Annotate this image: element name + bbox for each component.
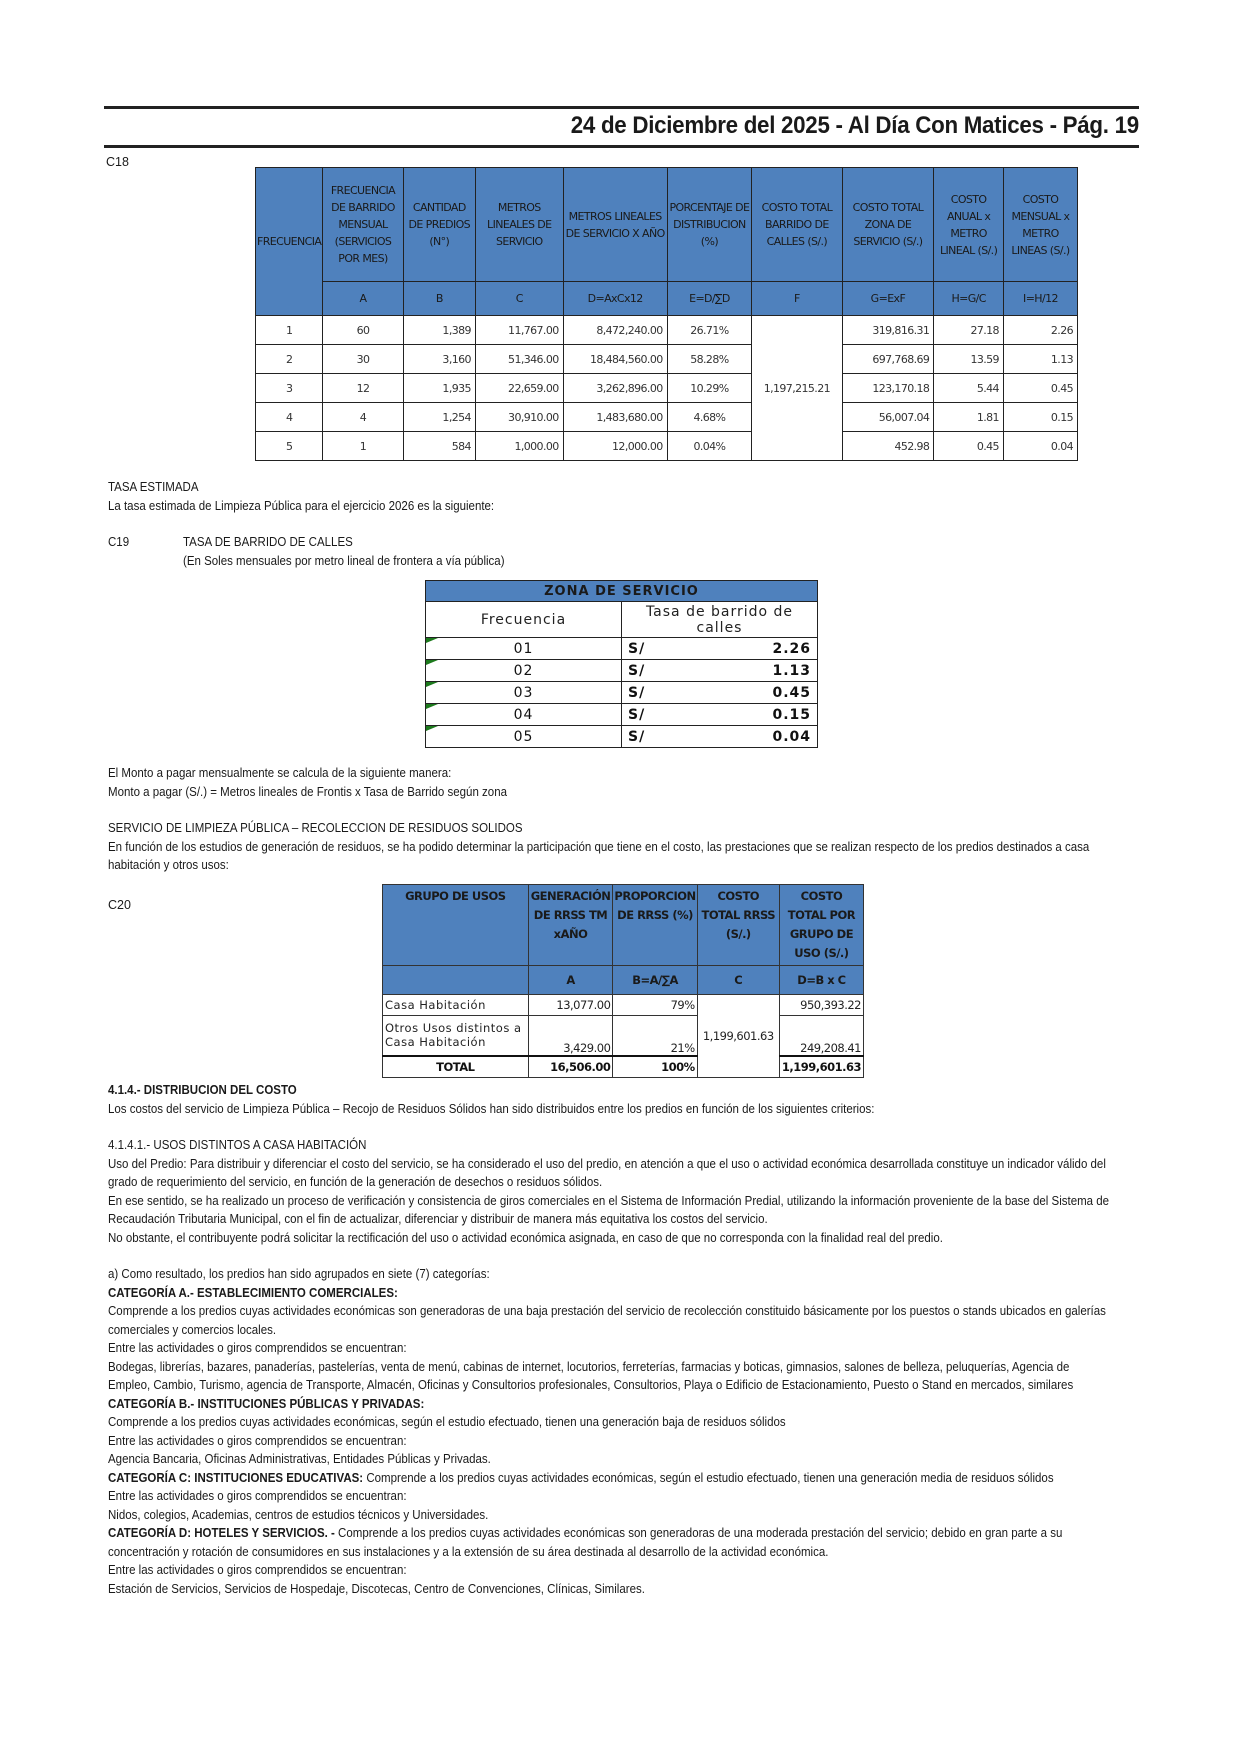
categoria-c-paragraph	[108, 1469, 1111, 1488]
categoria-c-desc: Comprende a los predios cuyas actividades económicas, según el estudio efectuado, tienen una generación media de residuos sólidos	[363, 1470, 1054, 1485]
cell-costo-mensual: 0.45	[1003, 374, 1077, 403]
c18-header-costo-zona: COSTO TOTAL ZONA DE SERVICIO (S/.)	[842, 168, 934, 282]
c18-header-frec-barrido: FRECUENCIA DE BARRIDO MENSUAL (SERVICIOS POR MES)	[323, 168, 403, 282]
cell-predios: 584	[403, 432, 475, 461]
recoleccion-title: SERVICIO DE LIMPIEZA PÚBLICA – RECOLECCION DE RESIDUOS SOLIDOS	[108, 821, 523, 835]
cell-predios: 1,935	[403, 374, 475, 403]
cell-metros: 30,910.00	[475, 403, 563, 432]
table-row	[383, 995, 864, 1016]
c20-usage-table	[382, 884, 864, 1078]
categoria-d-paragraph	[108, 1524, 1111, 1561]
categoria-c-list: Nidos, colegios, Academias, centros de estudios técnicos y Universidades.	[108, 1507, 489, 1522]
categoria-b-entre: Entre las actividades o giros comprendidos se encuentran:	[108, 1433, 407, 1448]
tasa-section	[108, 478, 1111, 515]
cell-total-label: TOTAL	[383, 1056, 529, 1078]
header-rule-bottom	[104, 145, 1139, 148]
table-row	[426, 660, 818, 682]
categoria-d-desc: Comprende a los predios cuyas actividades económicas son generadoras de una moderada prestación del servicio; debido en gran parte a su concentración y rotación de consumidores en sus instalaciones y a la extensión de su área destinada al desarrollo de la actividad económica.	[108, 1526, 1063, 1559]
cell-metros: 11,767.00	[475, 316, 563, 345]
c18-header-cantidad: CANTIDAD DE PREDIOS (N°)	[403, 168, 475, 282]
categoria-a-list: Bodegas, librerías, bazares, panaderías, pastelerías, venta de menú, cabinas de internet, locutorios, ferreterías, farmacias y boticas, gimnasios, salones de belleza, peluquerías, Agencia de Empleo, Cambio, Turismo, agencia de Transporte, Almacén, Oficinas y Consultorios profesionales, Consultorios, Playa o Edificio de Estacionamiento, Puesto o Stand en mercados, similares	[108, 1359, 1074, 1392]
c20-formula-empty	[383, 966, 529, 995]
c19-header-frecuencia: Frecuencia	[426, 602, 622, 638]
usos-heading: 4.1.4.1.- USOS DISTINTOS A CASA HABITACIÓN	[108, 1138, 367, 1152]
c18-header-metros-anio: METROS LINEALES DE SERVICIO X AÑO	[563, 168, 667, 282]
cell-total-generacion: 16,506.00	[528, 1056, 613, 1078]
categoria-a-title: CATEGORÍA A.- ESTABLECIMIENTO COMERCIALES:	[108, 1285, 398, 1300]
cell-frecuencia: 3	[256, 374, 323, 403]
cell-costo-total-rrss: 1,199,601.63	[697, 995, 779, 1078]
table-label-c20: C20	[108, 898, 131, 912]
cell-porcentaje: 58.28%	[667, 345, 752, 374]
c20-header-generacion: GENERACIÓN DE RRSS TM xAÑO	[528, 885, 613, 966]
c18-formula: C	[475, 282, 563, 316]
cell-porcentaje: 0.04%	[667, 432, 752, 461]
cell-generacion: 3,429.00	[528, 1016, 613, 1056]
categoria-d-entre: Entre las actividades o giros comprendidos se encuentran:	[108, 1563, 407, 1577]
c20-header-costo-grupo: COSTO TOTAL POR GRUPO DE USO (S/.)	[779, 885, 863, 966]
c19-title: TASA DE BARRIDO DE CALLES	[183, 535, 353, 549]
currency-symbol: S/	[628, 706, 646, 723]
cell-generacion: 13,077.00	[528, 995, 613, 1016]
currency-symbol: S/	[628, 684, 646, 701]
cell-proporcion: 21%	[613, 1016, 697, 1056]
cell-costo-anual: 0.45	[934, 432, 1004, 461]
currency-symbol: S/	[628, 640, 646, 657]
cell-costo-mensual: 0.15	[1003, 403, 1077, 432]
cell-frecuencia: 05	[426, 726, 622, 748]
monto-line-1: El Monto a pagar mensualmente se calcula de la siguiente manera:	[108, 766, 452, 780]
cell-frecuencia: 02	[426, 660, 622, 682]
distribucion-section	[108, 1081, 1111, 1598]
cell-tasa: 0.45	[772, 684, 811, 701]
monto-section	[108, 764, 1111, 875]
categoria-d-title: CATEGORÍA D: HOTELES Y SERVICIOS. -	[108, 1526, 335, 1540]
cell-barrido: 60	[323, 316, 403, 345]
table-row	[256, 432, 1078, 461]
cell-frecuencia: 03	[426, 682, 622, 704]
table-row-total	[383, 1056, 864, 1078]
categoria-a-desc: Comprende a los predios cuyas actividades económicas son generadoras de una baja prestación del servicio de recolección constituido básicamente por los puestos o stands ubicados en galerías comerciales y comercios locales.	[108, 1304, 1106, 1337]
c18-formula: B	[403, 282, 475, 316]
cell-frecuencia: 2	[256, 345, 323, 374]
cell-metros-anio: 3,262,896.00	[563, 374, 667, 403]
cell-costo-mensual: 1.13	[1003, 345, 1077, 374]
cell-costo-anual: 13.59	[934, 345, 1004, 374]
c18-header-costo-barrido: COSTO TOTAL BARRIDO DE CALLES (S/.)	[752, 168, 842, 282]
cell-barrido: 12	[323, 374, 403, 403]
currency-symbol: S/	[628, 728, 646, 745]
c18-formula: D=AxCx12	[563, 282, 667, 316]
c20-formula: D=B x C	[779, 966, 863, 995]
table-row	[256, 316, 1078, 345]
usos-paragraph-1: Uso del Predio: Para distribuir y diferenciar el costo del servicio, se ha considerado el uso del predio, en atención a que el uso o actividad económica desarrollada constituye un indicador válido del grado de requerimiento del servicio, en función de la generación de desechos o residuos sólidos.	[108, 1156, 1106, 1189]
c18-formula: I=H/12	[1003, 282, 1077, 316]
monto-line-2: Monto a pagar (S/.) = Metros lineales de Frontis x Tasa de Barrido según zona	[108, 784, 507, 799]
page-header-title: 24 de Diciembre del 2025 - Al Día Con Matices - Pág. 19	[570, 112, 1139, 139]
cell-frecuencia: 01	[426, 638, 622, 660]
c18-formula: E=D/∑D	[667, 282, 752, 316]
c18-formula: F	[752, 282, 842, 316]
c19-rate-table	[425, 580, 818, 748]
cell-barrido: 30	[323, 345, 403, 374]
cell-metros: 1,000.00	[475, 432, 563, 461]
cell-costo-grupo: 249,208.41	[779, 1016, 863, 1056]
c18-formula: A	[323, 282, 403, 316]
cell-frecuencia: 04	[426, 704, 622, 726]
cell-costo-zona: 319,816.31	[842, 316, 934, 345]
tasa-title: TASA ESTIMADA	[108, 480, 199, 494]
distribucion-text: Los costos del servicio de Limpieza Pública – Recojo de Residuos Sólidos han sido distribuidos entre los predios en función de los siguientes criterios:	[108, 1101, 875, 1116]
cell-porcentaje: 4.68%	[667, 403, 752, 432]
categoria-b-title: CATEGORÍA B.- INSTITUCIONES PÚBLICAS Y PRIVADAS:	[108, 1396, 425, 1411]
cell-costo-zona: 123,170.18	[842, 374, 934, 403]
cell-metros: 51,346.00	[475, 345, 563, 374]
c20-formula: B=A/∑A	[613, 966, 697, 995]
cell-costo-anual: 27.18	[934, 316, 1004, 345]
cell-metros-anio: 8,472,240.00	[563, 316, 667, 345]
tasa-intro: La tasa estimada de Limpieza Pública para el ejercicio 2026 es la siguiente:	[108, 498, 495, 513]
c19-subtitle: (En Soles mensuales por metro lineal de frontera a vía pública)	[183, 553, 505, 568]
table-label-c18: C18	[106, 155, 129, 169]
cell-costo-zona: 56,007.04	[842, 403, 934, 432]
cell-frecuencia: 4	[256, 403, 323, 432]
header-rule-top	[104, 106, 1139, 109]
cell-tasa: 1.13	[772, 662, 811, 679]
cell-total-costo: 1,199,601.63	[779, 1056, 863, 1078]
usos-paragraph-3: No obstante, el contribuyente podrá solicitar la rectificación del uso o actividad económica asignada, en caso de que no corresponda con la finalidad real del predio.	[108, 1230, 943, 1245]
usos-paragraph-2: En ese sentido, se ha realizado un proceso de verificación y consistencia de giros comerciales en el Sistema de Información Predial, utilizando la información proveniente de la base del Sistema de Recaudación Tributaria Municipal, con el fin de actualizar, diferenciar y distribuir de manera más equitativa los costos del servicio.	[108, 1193, 1110, 1226]
cell-porcentaje: 26.71%	[667, 316, 752, 345]
cell-tasa: 2.26	[772, 640, 811, 657]
c18-formula: H=G/C	[934, 282, 1004, 316]
c19-header-tasa: Tasa de barrido de calles	[622, 602, 818, 638]
table-row	[426, 704, 818, 726]
currency-symbol: S/	[628, 662, 646, 679]
table-row	[256, 345, 1078, 374]
c19-caption	[183, 533, 827, 570]
cell-grupo: Casa Habitación	[383, 995, 529, 1016]
cell-costo-zona: 452.98	[842, 432, 934, 461]
cell-barrido: 4	[323, 403, 403, 432]
table-label-c19: C19	[108, 535, 130, 549]
categoria-b-desc: Comprende a los predios cuyas actividades económicas, según el estudio efectuado, tienen una generación baja de residuos sólidos	[108, 1415, 786, 1429]
categoria-c-entre: Entre las actividades o giros comprendidos se encuentran:	[108, 1489, 407, 1503]
c18-header-costo-anual: COSTO ANUAL x METRO LINEAL (S/.)	[934, 168, 1004, 282]
cell-costo-grupo: 950,393.22	[779, 995, 863, 1016]
cell-metros-anio: 12,000.00	[563, 432, 667, 461]
cell-costo-mensual: 2.26	[1003, 316, 1077, 345]
cell-proporcion: 79%	[613, 995, 697, 1016]
c18-header-frecuencia: FRECUENCIA	[256, 168, 323, 316]
categoria-c-title: CATEGORÍA C: INSTITUCIONES EDUCATIVAS:	[108, 1470, 364, 1485]
c18-header-costo-mensual: COSTO MENSUAL x METRO LINEAS (S/.)	[1003, 168, 1077, 282]
categoria-d-list: Estación de Servicios, Servicios de Hospedaje, Discotecas, Centro de Convenciones, Clínicas, Similares.	[108, 1581, 645, 1596]
categoria-a-entre: Entre las actividades o giros comprendidos se encuentran:	[108, 1341, 407, 1355]
cell-frecuencia: 1	[256, 316, 323, 345]
cell-tasa: 0.15	[772, 706, 811, 723]
recoleccion-text: En función de los estudios de generación de residuos, se ha podido determinar la participación que tiene en el costo, las prestaciones que se realizan respecto de los predios destinados a casa habitación y otros usos:	[108, 839, 1090, 872]
table-row	[256, 374, 1078, 403]
c20-formula: C	[697, 966, 779, 995]
cell-barrido: 1	[323, 432, 403, 461]
c20-header-grupo: GRUPO DE USOS	[383, 885, 529, 966]
table-row	[426, 726, 818, 748]
cell-predios: 1,389	[403, 316, 475, 345]
cell-frecuencia: 5	[256, 432, 323, 461]
c18-header-metros: METROS LINEALES DE SERVICIO	[475, 168, 563, 282]
cell-metros-anio: 18,484,560.00	[563, 345, 667, 374]
cell-total-proporcion: 100%	[613, 1056, 697, 1078]
cell-predios: 1,254	[403, 403, 475, 432]
cell-costo-anual: 5.44	[934, 374, 1004, 403]
cell-costo-mensual: 0.04	[1003, 432, 1077, 461]
table-row	[426, 682, 818, 704]
categorias-intro: a) Como resultado, los predios han sido agrupados en siete (7) categorías:	[108, 1267, 490, 1281]
c20-formula: A	[528, 966, 613, 995]
cell-predios: 3,160	[403, 345, 475, 374]
distribucion-heading: 4.1.4.- DISTRIBUCION DEL COSTO	[108, 1083, 297, 1097]
cell-costo-anual: 1.81	[934, 403, 1004, 432]
table-row	[383, 1016, 864, 1056]
cell-grupo: Otros Usos distintos a Casa Habitación	[383, 1016, 529, 1056]
c20-header-proporcion: PROPORCION DE RRSS (%)	[613, 885, 697, 966]
cell-costo-total-barrido: 1,197,215.21	[752, 316, 842, 461]
table-row	[256, 403, 1078, 432]
c18-header-porcentaje: PORCENTAJE DE DISTRIBUCION (%)	[667, 168, 752, 282]
cell-tasa: 0.04	[772, 728, 811, 745]
cell-metros: 22,659.00	[475, 374, 563, 403]
cell-costo-zona: 697,768.69	[842, 345, 934, 374]
cell-metros-anio: 1,483,680.00	[563, 403, 667, 432]
c19-zone-header: ZONA DE SERVICIO	[426, 581, 818, 602]
table-row	[426, 638, 818, 660]
cell-porcentaje: 10.29%	[667, 374, 752, 403]
c20-header-costo-total: COSTO TOTAL RRSS (S/.)	[697, 885, 779, 966]
c18-formula: G=ExF	[842, 282, 934, 316]
categoria-b-list: Agencia Bancaria, Oficinas Administrativas, Entidades Públicas y Privadas.	[108, 1452, 491, 1466]
c18-cost-table	[255, 167, 1078, 461]
